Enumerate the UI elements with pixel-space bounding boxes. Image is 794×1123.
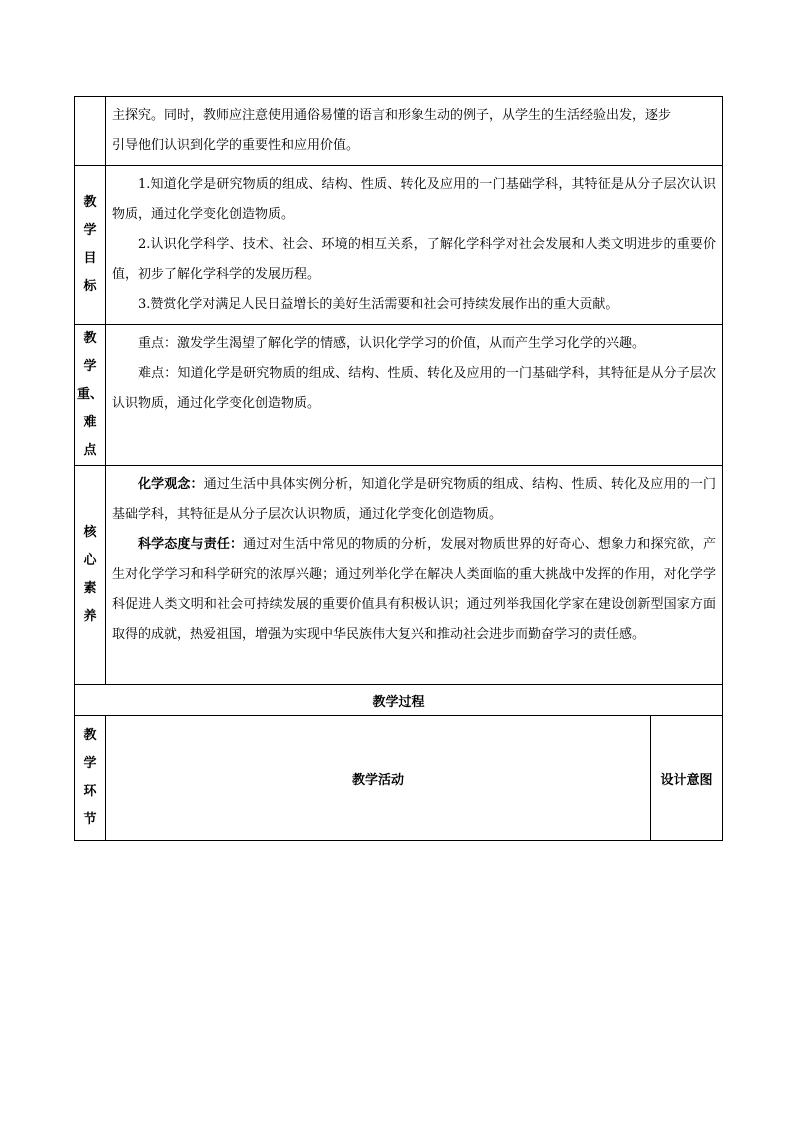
objectives-row bbox=[75, 166, 723, 325]
intent-header: 设计意图 bbox=[651, 716, 723, 841]
key-points-label: 教 学 重、 难 点 bbox=[75, 325, 106, 466]
objective-item: 2.认识化学科学、技术、社会、环境的相互关系，了解化学科学对社会发展和人类文明进步的重要价值，初步了解化学科学的发展历程。 bbox=[112, 237, 717, 282]
process-header-row bbox=[75, 716, 723, 841]
literacy-text: 通过生活中具体实例分析，知道化学是研究物质的组成、结构、性质、转化及应用的一门基础学科，其特征是从分子层次认识物质，通过化学变化创造物质。 bbox=[112, 477, 716, 522]
literacy-text: 通过对生活中常见的物质的分析，发展对物质世界的好奇心、想象力和探究欲，产生对化学学习和科学研究的浓厚兴趣；通过列举化学在解决人类面临的重大挑战中发挥的作用，对化学学科促进人类文明和社会可持续发展的重要价值具有积极认识；通过列举我国化学家在建设创新型国家方面取得的成就，热爱祖国，增强为实现中华民族伟大复兴和推动社会进步而勤奋学习的责任感。 bbox=[112, 537, 717, 642]
intro-line: 引导他们认识到化学的重要性和应用价值。 bbox=[112, 138, 360, 153]
key-point-item: 难点：知道化学是研究物质的组成、结构、性质、转化及应用的一门基础学科，其特征是从分子层次认识物质，通过化学变化创造物质。 bbox=[112, 366, 717, 411]
key-points-row bbox=[75, 325, 723, 466]
literacy-content bbox=[106, 466, 723, 685]
intro-row bbox=[75, 97, 723, 166]
activity-header: 教学活动 bbox=[106, 716, 651, 841]
literacy-row bbox=[75, 466, 723, 685]
literacy-item bbox=[112, 470, 716, 530]
literacy-lead: 化学观念： bbox=[138, 477, 204, 492]
process-title-row bbox=[75, 685, 723, 716]
objectives-content bbox=[106, 166, 723, 325]
objective-item: 1.知道化学是研究物质的组成、结构、性质、转化及应用的一门基础学科，其特征是从分子层次认识物质，通过化学变化创造物质。 bbox=[112, 177, 717, 222]
key-points-content bbox=[106, 325, 723, 466]
literacy-lead: 科学态度与责任： bbox=[138, 537, 244, 552]
objectives-label: 教 学 目 标 bbox=[75, 166, 106, 325]
key-point-item: 重点：激发学生渴望了解化学的情感，认识化学学习的价值，从而产生学习化学的兴趣。 bbox=[138, 336, 646, 351]
literacy-label: 核 心 素 养 bbox=[75, 466, 106, 685]
intro-label-cell bbox=[75, 97, 106, 166]
step-label: 教 学 环 节 bbox=[75, 716, 106, 841]
lesson-plan-table bbox=[74, 96, 723, 841]
objective-item: 3.赞赏化学对满足人民日益增长的美好生活需要和社会可持续发展作出的重大贡献。 bbox=[138, 297, 619, 312]
intro-line: 主探究。同时，教师应注意使用通俗易懂的语言和形象生动的例子，从学生的生活经验出发，逐步 bbox=[112, 108, 672, 123]
literacy-item bbox=[112, 530, 716, 650]
intro-content bbox=[106, 97, 723, 166]
process-title: 教学过程 bbox=[75, 685, 723, 716]
